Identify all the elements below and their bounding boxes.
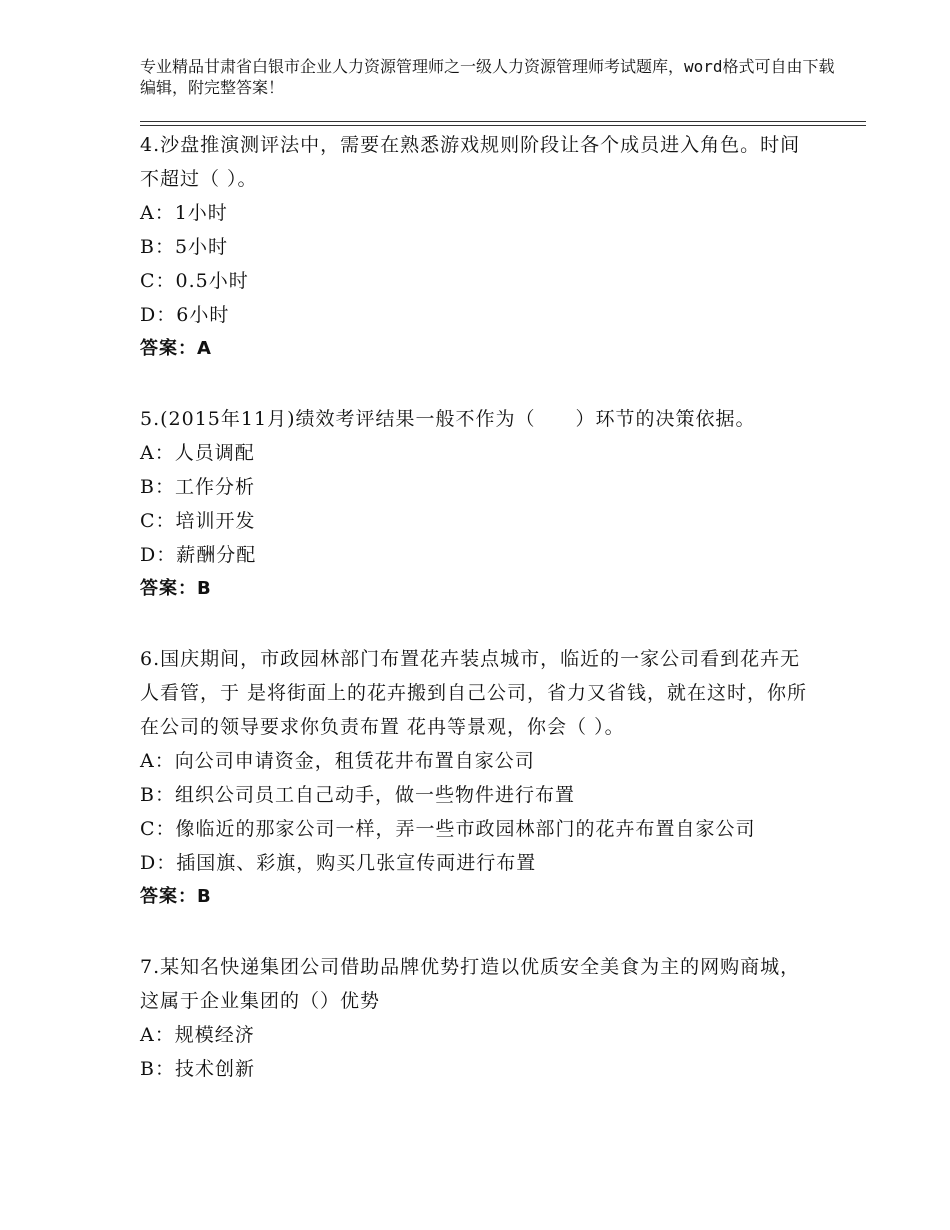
option-a: A：1小时 bbox=[140, 202, 228, 224]
option-c: C：培训开发 bbox=[140, 510, 256, 532]
answer-label: 答案：B bbox=[140, 578, 212, 599]
option-a: A：人员调配 bbox=[140, 442, 255, 464]
option-b: B：组织公司员工自己动手，做一些物件进行布置 bbox=[140, 784, 575, 806]
option-a: A：向公司申请资金，租赁花井布置自家公司 bbox=[140, 750, 535, 772]
option-d: D：薪酬分配 bbox=[140, 544, 257, 566]
question-6 bbox=[140, 642, 820, 914]
question-text: 4.沙盘推演测评法中，需要在熟悉游戏规则阶段让各个成员进入角色。时间不超过（ ）。 bbox=[140, 134, 801, 190]
option-d: D：6小时 bbox=[140, 304, 230, 326]
question-4 bbox=[140, 128, 820, 366]
question-5 bbox=[140, 402, 820, 606]
question-text: 5.(2015年11月)绩效考评结果一般不作为（ ）环节的决策依据。 bbox=[140, 408, 756, 430]
option-b: B：工作分析 bbox=[140, 476, 255, 498]
document-header: 专业精品甘肃省白银市企业人力资源管理师之一级人力资源管理师考试题库，word格式可自由下载编辑，附完整答案！ bbox=[140, 57, 835, 97]
option-b: B：5小时 bbox=[140, 236, 229, 258]
option-d: D：插国旗、彩旗，购买几张宣传両进行布置 bbox=[140, 852, 537, 874]
question-list bbox=[140, 128, 820, 1122]
option-c: C：像临近的那家公司一样，弄一些市政园林部门的花卉布置自家公司 bbox=[140, 818, 756, 840]
answer-label: 答案：A bbox=[140, 338, 212, 359]
question-7 bbox=[140, 950, 820, 1086]
option-a: A：规模经济 bbox=[140, 1024, 255, 1046]
question-text: 6.国庆期间，市政园林部门布置花卉装点城市，临近的一家公司看到花卉无人看管，于 是将街面上的花卉搬到自己公司，省力又省钱，就在这时，你所在公司的领导要求你负责布置 花冉等景观，你会（ ）。 bbox=[140, 648, 808, 738]
header-divider bbox=[140, 121, 866, 126]
option-b: B：技术创新 bbox=[140, 1058, 255, 1080]
answer-label: 答案：B bbox=[140, 886, 212, 907]
option-c: C：0.5小时 bbox=[140, 270, 249, 292]
question-text: 7.某知名快递集团公司借助品牌优势打造以优质安全美食为主的网购商城，这属于企业集团的（）优势 bbox=[140, 956, 801, 1012]
